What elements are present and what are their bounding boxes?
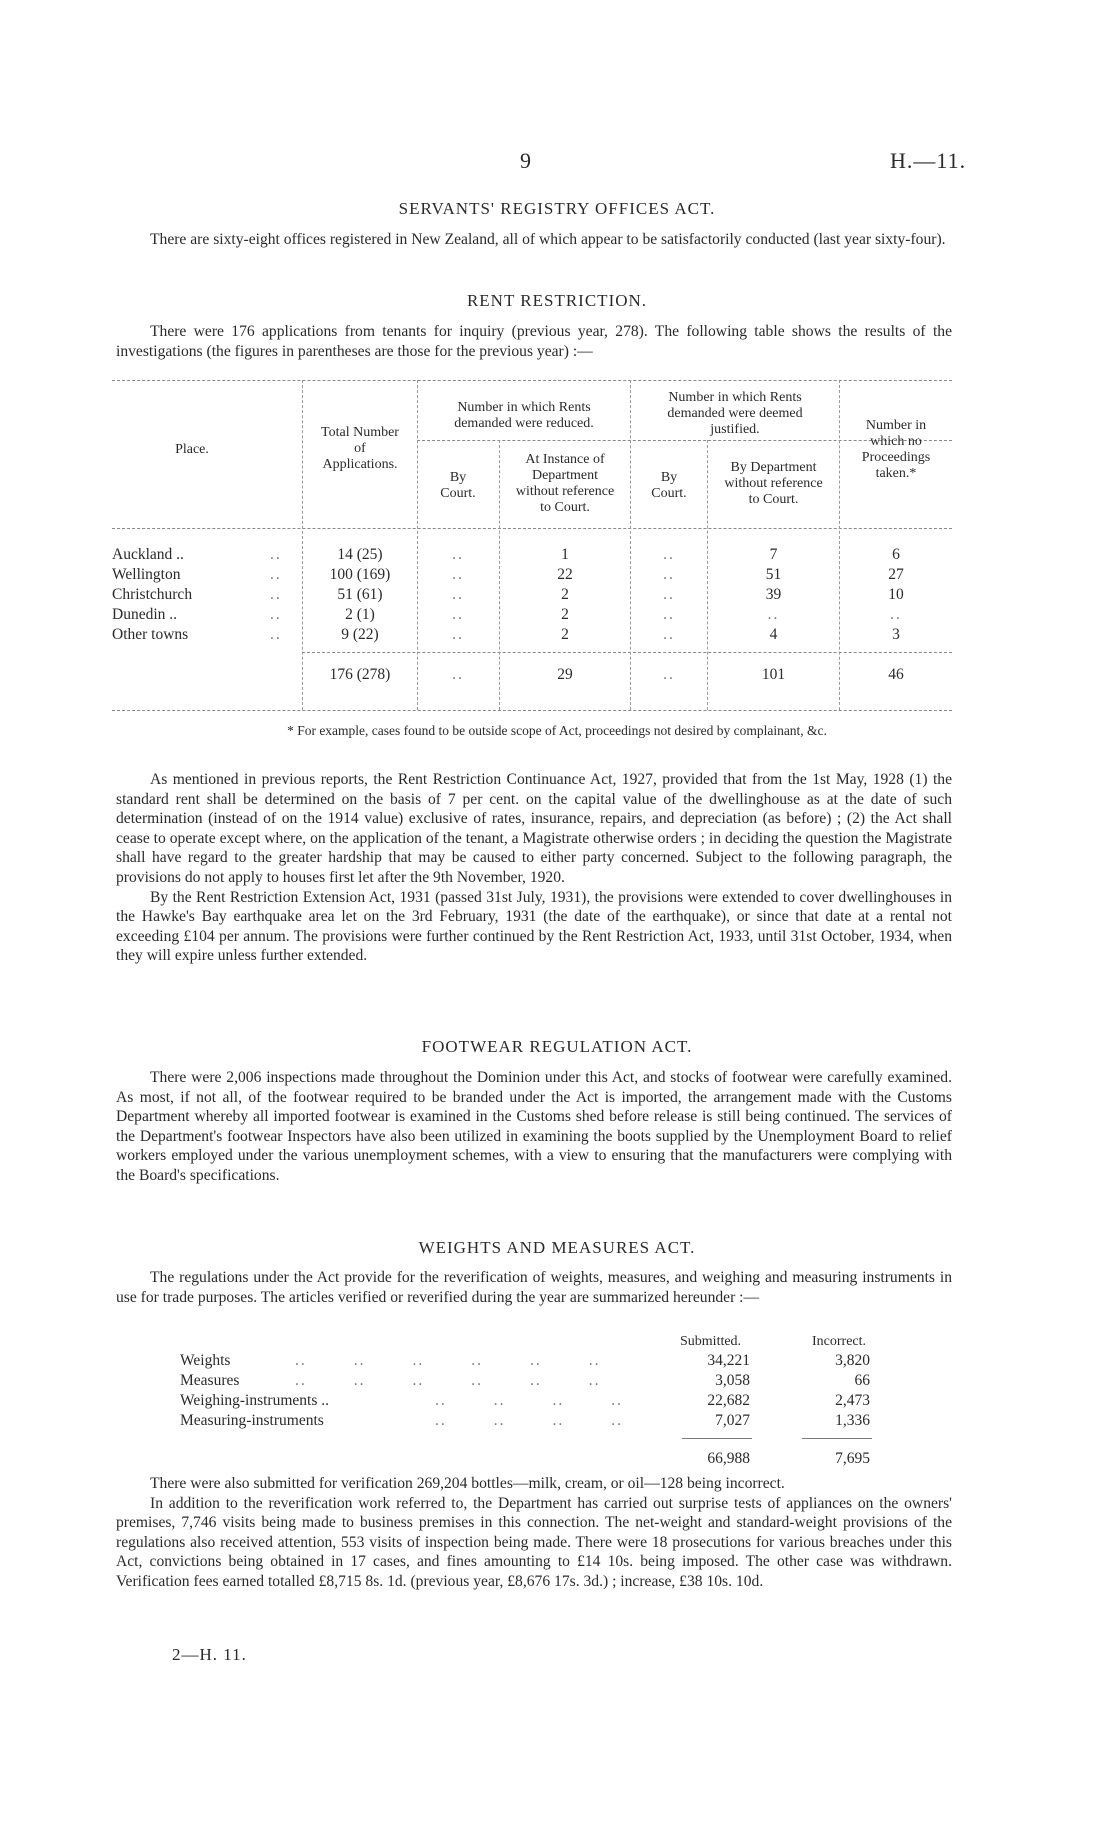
leader-dots: .. .. .. .. [435, 1412, 623, 1429]
incorrect-value: 1,336 [835, 1412, 870, 1429]
court-reduced-cell: .. [452, 606, 464, 623]
page-number: 9 [520, 148, 531, 173]
leader-dots: .. [270, 586, 282, 603]
court-reduced-cell: .. [452, 566, 464, 583]
col-divider [302, 380, 303, 710]
total-cell: 2 (1) [345, 606, 375, 623]
header-rents-justified: Number in which Rents demanded were deemed justified. [667, 390, 803, 437]
department-sum: 101 [761, 666, 786, 683]
court-reduced-cell: .. [452, 626, 464, 643]
totals-row [180, 1450, 920, 1470]
table-row [180, 1352, 920, 1372]
table-row [112, 606, 952, 626]
court-reduced-cell: .. [452, 586, 464, 603]
leader-dots: .. .. .. .. .. .. [295, 1352, 601, 1369]
court-justified-cell: .. [663, 606, 675, 623]
header-bottom-rule [112, 528, 952, 529]
header-by-court-justified: By Court. [651, 470, 687, 501]
rent-intro: There were 176 applications from tenants for inquiry (previous year, 278). The following table shows the results of the investigations (the figures in parentheses are those for the previous year) :— [116, 323, 952, 360]
item-label: Weights [180, 1352, 231, 1369]
total-submitted: 66,988 [707, 1450, 750, 1467]
table-row [112, 546, 952, 566]
total-incorrect: 7,695 [835, 1450, 870, 1467]
totals-row [112, 666, 952, 686]
sheet-reference: 2—H. 11. [172, 1645, 247, 1664]
footwear-paragraph [116, 1068, 952, 1186]
rent-restriction-table [112, 380, 952, 710]
footwear-text: There were 2,006 inspections made throughout the Dominion under this Act, and stocks of footwear were carefully examined. As most, if not all, of the footwear required to be branded under the Act is imported, the arrangement made with the Customs Department whereby all imported footwear is examined in the Customs shed before release is still being continued. The services of the Department's footwear Inspectors have also been utilized in examining the boots supplied by the Unemployment Board to relief workers employed under the various unemployment schemes, with a view to ensuring that the manufacturers were complying with the Board's specifications. [116, 1069, 952, 1184]
weights-heading: WEIGHTS AND MEASURES ACT. [418, 1238, 696, 1257]
weights-intro-paragraph [116, 1268, 952, 1307]
court-reduced-sum: .. [452, 666, 464, 683]
department-cell: .. [767, 606, 780, 623]
header-submitted: Submitted. [680, 1334, 742, 1349]
instance-cell: 2 [561, 626, 569, 643]
place-cell: Auckland .. [112, 546, 184, 563]
court-reduced-cell: .. [452, 546, 464, 563]
submitted-value: 34,221 [707, 1352, 750, 1369]
table-row [180, 1372, 920, 1392]
table-bottom-rule [112, 710, 952, 711]
leader-dots: .. [270, 606, 282, 623]
document-reference: H.—11. [890, 148, 967, 173]
rent-intro-paragraph [116, 322, 952, 361]
table-top-rule [112, 380, 952, 381]
department-cell: 7 [769, 546, 778, 563]
header-by-department: By Department without reference to Court. [724, 460, 823, 507]
instance-cell: 2 [561, 606, 569, 623]
table-footnote: * For example, cases found to be outside scope of Act, proceedings not desired by complainant, &c. [287, 723, 827, 738]
incorrect-value: 3,820 [835, 1352, 870, 1369]
total-cell: 9 (22) [341, 626, 379, 643]
total-cell: 14 (25) [337, 546, 383, 563]
department-cell: 51 [765, 566, 782, 583]
totals-rule [302, 652, 952, 653]
department-cell: 4 [769, 626, 778, 643]
footwear-heading: FOOTWEAR REGULATION ACT. [421, 1037, 693, 1056]
header-incorrect: Incorrect. [812, 1334, 867, 1349]
court-justified-cell: .. [663, 546, 675, 563]
sum-rule-incorrect [802, 1438, 872, 1439]
table-row [112, 586, 952, 606]
no-proceedings-cell: 10 [888, 586, 904, 603]
header-by-court-reduced: By Court. [440, 470, 476, 501]
total-cell: 100 (169) [329, 566, 391, 583]
weights-paragraph-1: There were also submitted for verification 269,204 bottles—milk, cream, or oil—128 being incorrect. [150, 1475, 785, 1492]
item-label: Measuring-instruments [180, 1412, 324, 1429]
total-applications-sum: 176 (278) [329, 666, 391, 683]
rent-heading: RENT RESTRICTION. [466, 291, 648, 310]
court-justified-cell: .. [663, 626, 675, 643]
submitted-value: 22,682 [707, 1392, 750, 1409]
header-at-instance-of-department: At Instance of Department without reference to Court. [515, 452, 615, 515]
no-proceedings-cell: 3 [892, 626, 900, 643]
submitted-value: 7,027 [715, 1412, 750, 1429]
header-no-proceedings: Number in which no Proceedings taken.* [861, 418, 931, 481]
no-proceedings-cell: 27 [888, 566, 904, 583]
header-place: Place. [175, 442, 209, 457]
servants-text: There are sixty-eight offices registered in New Zealand, all of which appear to be satisfactorily conducted (last year sixty-four). [150, 231, 946, 248]
incorrect-value: 66 [854, 1372, 870, 1389]
weights-paragraph-2: In addition to the reverification work referred to, the Department has carried out surprise tests of appliances on the owners' premises, 7,746 visits being made to business premises in this connection. The net-weight and standard-weight provisions of the regulations also received attention, 553 visits of inspection being made. There were 18 prosecutions for various breaches under this Act, convictions being obtained in 17 cases, and fines amounting to £14 10s. being imposed. The other case was withdrawn. Verification fees earned totalled £8,715 8s. 1d. (previous year, £8,676 17s. 3d.) ; increase, £38 10s. 10d. [116, 1494, 952, 1590]
instance-cell: 2 [561, 586, 569, 603]
court-justified-cell: .. [663, 566, 675, 583]
place-cell: Christchurch [112, 586, 193, 603]
leader-dots: .. [270, 566, 282, 583]
total-cell: 51 (61) [337, 586, 383, 603]
table-row [180, 1392, 920, 1412]
leader-dots: .. [270, 626, 282, 643]
place-cell: Other towns [112, 626, 189, 643]
servants-paragraph [116, 230, 952, 250]
department-cell: 39 [765, 586, 782, 603]
no-proceedings-sum: 46 [888, 666, 904, 683]
no-proceedings-cell: .. [890, 606, 902, 623]
servants-heading: SERVANTS' REGISTRY OFFICES ACT. [398, 199, 716, 218]
no-proceedings-cell: 6 [892, 546, 900, 563]
header-rents-reduced: Number in which Rents demanded were reduced. [454, 400, 594, 431]
rent-paragraph-2: By the Rent Restriction Extension Act, 1931 (passed 31st July, 1931), the provisions were extended to cover dwellinghouses in the Hawke's Bay earthquake area let on the 3rd February, 1931 (the date of the earthquake), or since that date at a rental not exceeding £104 per annum. The provisions were further continued by the Rent Restriction Act, 1933, until 31st October, 1934, when they will expire unless further extended. [116, 888, 952, 965]
instance-cell: 1 [561, 546, 569, 563]
table-row [112, 566, 952, 586]
submitted-value: 3,058 [715, 1372, 750, 1389]
sum-rule-submitted [682, 1438, 752, 1439]
leader-dots: .. [270, 546, 282, 563]
instance-cell: 22 [557, 566, 573, 583]
court-justified-cell: .. [663, 586, 675, 603]
table-row [180, 1412, 920, 1432]
leader-dots: .. .. .. .. [435, 1392, 623, 1409]
place-cell: Dunedin .. [112, 606, 178, 623]
weights-intro: The regulations under the Act provide for the reverification of weights, measures, and weighing and measuring instruments in use for trade purposes. The articles verified or reverified during the year are summarized hereunder :— [116, 1269, 952, 1306]
rent-paragraph-1: As mentioned in previous reports, the Rent Restriction Continuance Act, 1927, provided that from the 1st May, 1928 (1) the standard rent shall be determined on the basis of 7 per cent. on the capital value of the dwellinghouse as at the date of such determination (instead of on the 1914 value) exclusive of rates, insurance, repairs, and depreciation (as before) ; (2) the Act shall cease to operate except where, on the application of the tenant, a Magistrate otherwise orders ; in deciding the question the Magistrate shall have regard to the greater hardship that may be caused to either party concerned. Subject to the following paragraph, the provisions do not apply to houses first let after the 9th November, 1920. [116, 771, 952, 886]
incorrect-value: 2,473 [835, 1392, 870, 1409]
rent-body-paragraphs [116, 770, 952, 966]
header-total-applications: Total Number of Applications. [321, 425, 399, 472]
court-justified-sum: .. [663, 666, 675, 683]
place-cell: Wellington [112, 566, 181, 583]
weights-body-paragraphs [116, 1474, 952, 1592]
item-label: Weighing-instruments .. [180, 1392, 329, 1409]
table-row [112, 626, 952, 646]
item-label: Measures [180, 1372, 240, 1389]
instance-sum: 29 [557, 666, 573, 683]
leader-dots: .. .. .. .. .. .. [295, 1372, 601, 1389]
